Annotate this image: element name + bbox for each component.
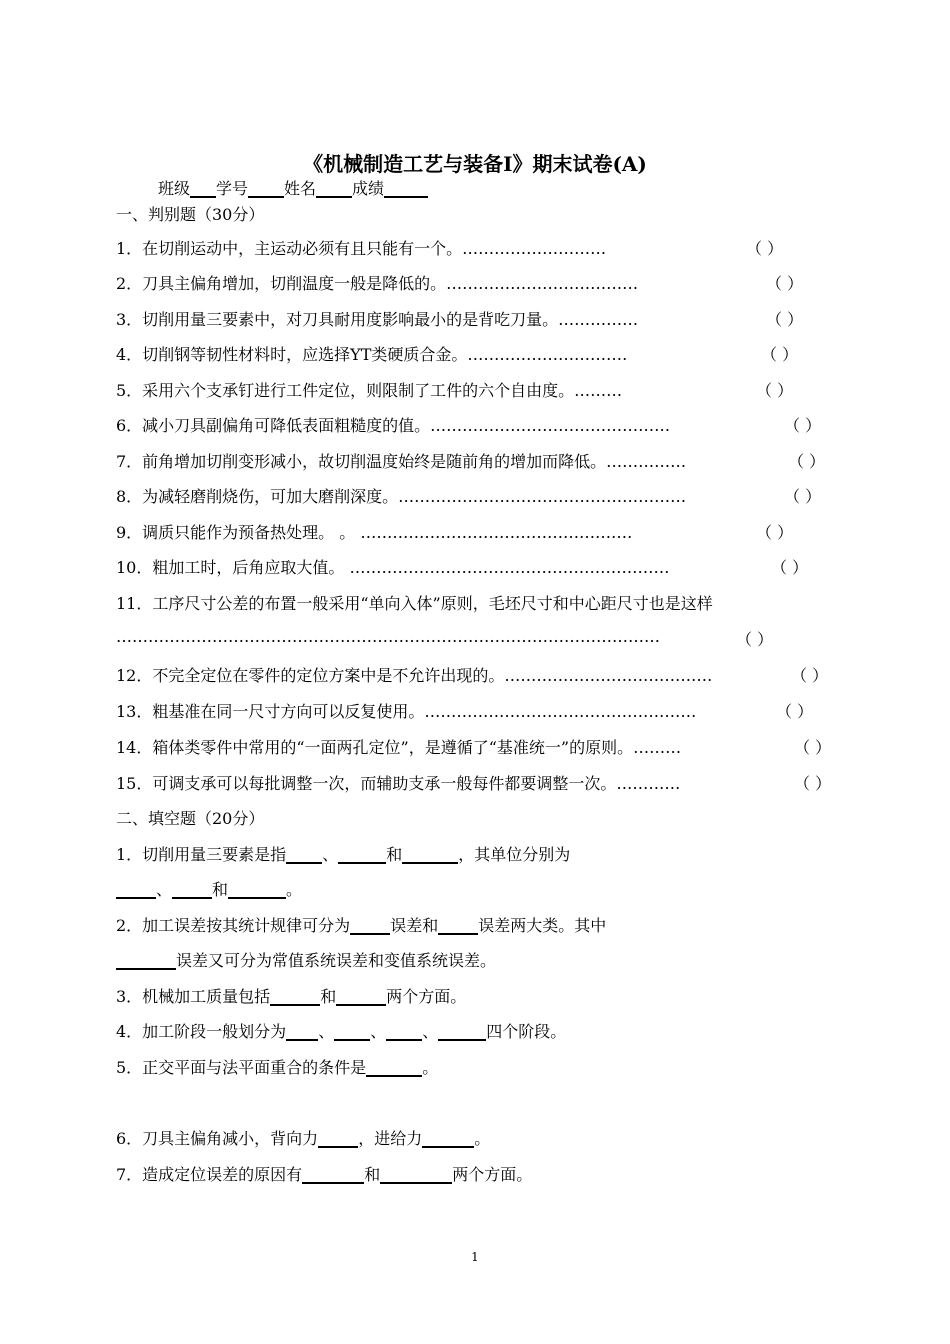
answer-blank[interactable] (116, 950, 176, 970)
answer-blank[interactable] (350, 915, 390, 935)
judgment-item: 2．刀具主偏角增加，切削温度一般是降低的。……………………………… （ ） (116, 271, 638, 294)
judgment-item: 13．粗基准在同一尺寸方向可以反复使用。…………………………………………… （ ） (116, 699, 696, 722)
judgment-item: 1．在切削运动中，主运动必须有且只能有一个。……………………… （ ） (116, 236, 606, 259)
class-blank (190, 178, 216, 198)
answer-blank[interactable] (380, 1164, 452, 1184)
fill-item: 2．加工误差按其统计规律可分为 误差和 误差两大类。其中 (116, 916, 607, 935)
answer-blank[interactable] (438, 915, 478, 935)
answer-blank[interactable] (116, 879, 156, 899)
answer-paren: （ ） (794, 774, 832, 793)
answer-blank[interactable] (422, 1128, 474, 1148)
answer-blank[interactable] (438, 1021, 486, 1041)
judgment-item: 4．切削钢等韧性材料时，应选择YT类硬质合金。………………………… （ ） (116, 342, 627, 365)
name-label: 姓名 (284, 179, 317, 198)
page-number: 1 (471, 1250, 479, 1264)
class-label: 班级 (158, 179, 191, 198)
answer-blank[interactable] (334, 1021, 370, 1041)
answer-blank[interactable] (338, 844, 386, 864)
answer-blank[interactable] (302, 1164, 364, 1184)
student-info-line (158, 176, 428, 199)
answer-paren: （ ） (776, 702, 814, 721)
judgment-item: 11．工序尺寸公差的布置一般采用“单向入体”原则，毛坯尺寸和中心距尺寸也是这样 (116, 594, 713, 613)
score-blank (384, 178, 428, 198)
judgment-item: 3．切削用量三要素中，对刀具耐用度影响最小的是背吃刀量。…………… （ ） (116, 307, 638, 330)
id-blank (248, 178, 284, 198)
answer-blank[interactable] (318, 1128, 358, 1148)
fill-item: 1．切削用量三要素是指 、 和 ，其单位分别为 (116, 845, 571, 864)
answer-paren: （ ） (756, 381, 794, 400)
fill-item: 3．机械加工质量包括 和 两个方面。 (116, 987, 467, 1006)
judgment-item: 9．调质只能作为预备热处理。 。 …………………………………………… （ ） (116, 520, 632, 543)
judgment-item: 10．粗加工时，后角应取大值。 …………………………………………………… （ ） (116, 555, 669, 578)
fill-item-continuation: 误差又可分为常值系统误差和变值系统误差。 (116, 948, 496, 971)
fill-item: 7．造成定位误差的原因有 和 两个方面。 (116, 1165, 533, 1184)
answer-paren: （ ） (784, 487, 822, 506)
answer-paren: （ ） (784, 416, 822, 435)
judgment-item: 12．不完全定位在零件的定位方案中是不允许出现的。………………………………… （ ） (116, 663, 712, 686)
answer-blank[interactable] (366, 1057, 422, 1077)
answer-paren: （ ） (791, 666, 829, 685)
answer-blank[interactable] (270, 986, 320, 1006)
fill-item: 5．正交平面与法平面重合的条件是 。 (116, 1058, 439, 1077)
answer-blank[interactable] (286, 844, 322, 864)
answer-blank[interactable] (402, 844, 458, 864)
judgment-item-continuation: ………………………………………………………………………………………… （ ） (116, 627, 774, 649)
fill-item-continuation: 、 和 。 (116, 877, 302, 900)
judgment-item: 6．减小刀具副偏角可降低表面粗糙度的值。……………………………………… （ ） (116, 413, 670, 436)
answer-blank[interactable] (386, 1021, 422, 1041)
answer-paren: （ ） (761, 345, 799, 364)
exam-title: 《机械制造工艺与装备Ⅰ》期末试卷(A) (303, 152, 647, 176)
answer-paren: （ ） (766, 274, 804, 293)
answer-blank[interactable] (228, 879, 286, 899)
fill-item: 4．加工阶段一般划分为 、 、 、 四个阶段。 (116, 1022, 567, 1041)
judgment-item: 5．采用六个支承钉进行工件定位，则限制了工件的六个自由度。……… （ ） (116, 378, 622, 401)
answer-blank[interactable] (336, 986, 386, 1006)
section1-heading: 一、判别题（30分） (116, 205, 265, 224)
name-blank (316, 178, 352, 198)
answer-paren: （ ） (756, 523, 794, 542)
answer-paren: （ ） (771, 558, 809, 577)
judgment-item: 15．可调支承可以每批调整一次，而辅助支承一般每件都要调整一次。………… （ ） (116, 771, 680, 794)
answer-blank[interactable] (172, 879, 212, 899)
answer-paren: （ ） (788, 452, 826, 471)
answer-paren: （ ） (736, 630, 774, 649)
judgment-item: 7．前角增加切削变形减小，故切削温度始终是随前角的增加而降低。…………… （ ） (116, 449, 686, 472)
answer-paren: （ ） (766, 310, 804, 329)
answer-paren: （ ） (794, 738, 832, 757)
fill-item: 6．刀具主偏角减小，背向力 ，进给力 。 (116, 1129, 491, 1148)
answer-paren: （ ） (746, 239, 784, 258)
answer-blank[interactable] (286, 1021, 318, 1041)
id-label: 学号 (216, 179, 249, 198)
judgment-item: 14．箱体类零件中常用的“一面两孔定位”，是遵循了“基准统一”的原则。……… （ ） (116, 735, 681, 758)
judgment-item: 8．为减轻磨削烧伤，可加大磨削深度。……………………………………………… （ ） (116, 484, 686, 507)
score-label: 成绩 (352, 179, 385, 198)
section2-heading: 二、填空题（20分） (116, 809, 265, 828)
